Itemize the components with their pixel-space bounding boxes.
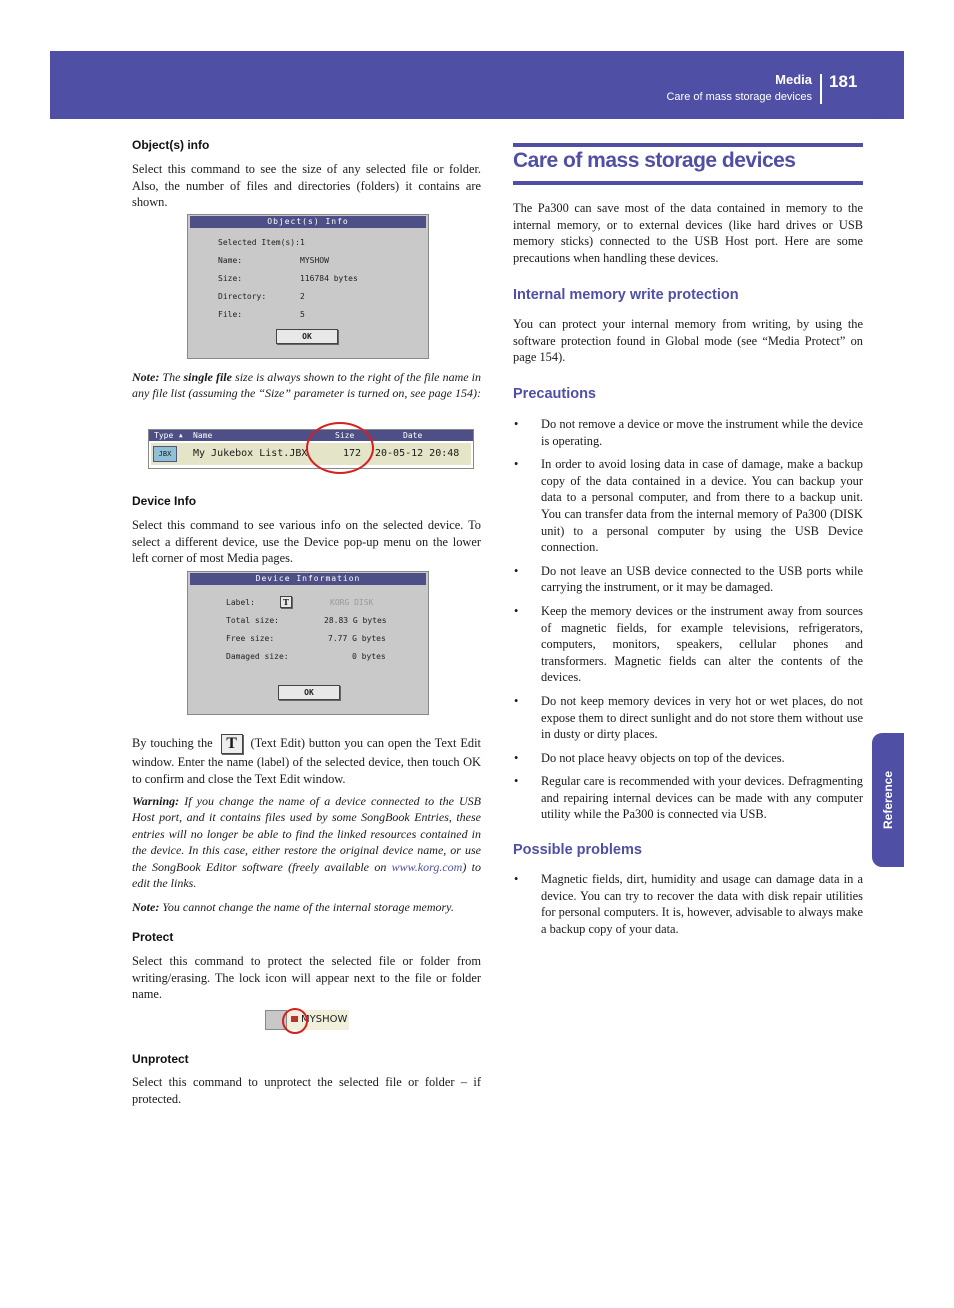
list-item: • Do not remove a device or move the instrument while the device is operating. xyxy=(513,416,863,449)
note-label: Note: xyxy=(132,900,160,914)
objinfo-value: 5 xyxy=(300,310,305,319)
warning xyxy=(132,793,481,891)
protected-item-name: MYSHOW xyxy=(301,1014,348,1025)
device-label-value: KORG DISK xyxy=(330,598,374,607)
objinfo-label: File: xyxy=(218,310,243,319)
note-text: size is always shown to the right of the file name in any file list (assuming the “Size” parameter is turned on, see page 154): xyxy=(132,370,482,401)
devinfo-value: 28.83 G bytes xyxy=(324,616,387,625)
protect-heading: Protect xyxy=(132,930,174,944)
problems-list xyxy=(513,871,863,944)
devinfo-label: Free size: xyxy=(226,634,275,643)
objinfo-screen xyxy=(187,214,429,359)
objinfo-label: Size: xyxy=(218,274,243,283)
header-subtitle: Care of mass storage devices xyxy=(666,91,812,103)
objinfo-value: 2 xyxy=(300,292,305,301)
touch-text: By touching the xyxy=(132,735,213,750)
header-section: Media xyxy=(775,72,812,87)
list-item: • In order to avoid losing data in case of damage, make a backup copy of the data contained in a device. You can backup your data to a personal computer, and from there to a backup unit. You can transfer data from the internal memory of Pa300 (DISK unit) to a personal computer by using the USB Device connection. xyxy=(513,456,863,556)
col-date[interactable]: Date xyxy=(403,431,423,440)
note-label: Note: xyxy=(132,370,160,384)
highlight-circle xyxy=(282,1008,308,1034)
objinfo-heading: Object(s) info xyxy=(132,138,210,152)
col-name[interactable]: Name xyxy=(193,431,213,440)
devinfo-label: Total size: xyxy=(226,616,279,625)
warning-label: Warning: xyxy=(132,794,180,808)
unprotect-text: Select this command to unprotect the selected file or folder – if protected. xyxy=(132,1075,481,1106)
list-item: • Do not keep memory devices in very hot or wet places, do not expose them to direct sunlight and do not store them without use in dusty or dirty places. xyxy=(513,693,863,743)
iwp-text: You can protect your internal memory from writing, by using the software protection found in Global mode (see “Media Protect” on page 154). xyxy=(513,317,863,365)
warning-end: ) to edit the links. xyxy=(132,859,481,891)
page-title: Care of mass storage devices xyxy=(513,149,796,172)
list-item: • Magnetic fields, dirt, humidity and usage can damage data in a device. You can try to recover the data with disk repair utilities for personal computers. It is, however, advisable to always make a backup copy of your data. xyxy=(513,871,863,937)
note-single-file xyxy=(132,369,481,402)
list-item: • Keep the memory devices or the instrument away from sources of magnetic fields, for example televisions, refrigerators, computers, monitors, speakers, cellular phones and transformers. Magnetic fields can alter the contents of the devices. xyxy=(513,603,863,686)
objinfo-label: Selected Item(s): xyxy=(218,238,300,247)
devinfo-text: Select this command to see various info on the selected device. To select a different device, use the Device pop-up menu on the lower left corner of most Media pages. xyxy=(132,518,481,566)
file-date: 20-05-12 20:48 xyxy=(375,448,460,459)
devinfo-screen-title: Device Information xyxy=(190,573,426,585)
page-number: 181 xyxy=(829,72,858,91)
side-tab-label: Reference xyxy=(881,770,895,830)
file-name: My Jukebox List.JBX xyxy=(193,448,308,459)
intro-text: The Pa300 can save most of the data contained in memory to the internal memory, or to external devices (like hard drives or USB memory sticks) connected to the USB Host port. Here are some precautions when handling these devices. xyxy=(513,201,863,265)
highlight-circle xyxy=(306,422,374,474)
title-rule-bottom xyxy=(513,181,863,185)
ok-button[interactable]: OK xyxy=(278,685,340,700)
touch-paragraph xyxy=(132,734,481,787)
objinfo-value: MYSHOW xyxy=(300,256,329,265)
col-type[interactable]: Type xyxy=(154,431,174,440)
devinfo-value: 0 bytes xyxy=(352,652,386,661)
korg-link[interactable]: www.korg.com xyxy=(391,859,463,874)
jbx-file-icon: JBX xyxy=(153,446,177,462)
iwp-heading: Internal memory write protection xyxy=(513,287,739,303)
header-divider xyxy=(820,74,822,104)
text-edit-button-icon: T xyxy=(221,734,243,754)
objinfo-label: Name: xyxy=(218,256,243,265)
devinfo-label: Damaged size: xyxy=(226,652,289,661)
side-tab xyxy=(872,733,904,867)
objinfo-text: Select this command to see the size of any selected file or folder. Also, the number of files and directories (folders) it contains are shown. xyxy=(132,162,481,210)
warning-text: If you change the name of a device connected to the USB Host port, and it contains files used by some SongBook Entries, these entries will no longer be able to find the linked resources contained in the device. In this case, either restore the original device name, or use the SongBook Editor software (freely available on xyxy=(132,794,481,874)
list-item: • Do not place heavy objects on top of the devices. xyxy=(513,750,863,767)
file-size: 172 xyxy=(343,448,362,459)
devinfo-value: 7.77 G bytes xyxy=(328,634,386,643)
text-edit-icon[interactable]: T xyxy=(280,596,292,608)
objinfo-label: Directory: xyxy=(218,292,267,301)
list-item: • Regular care is recommended with your devices. Defragmenting and repairing internal devices can be made with any computer utility while the Pa300 is connected via USB. xyxy=(513,773,863,823)
objinfo-value: 116784 bytes xyxy=(300,274,358,283)
devinfo-screen xyxy=(187,571,429,715)
unprotect-heading: Unprotect xyxy=(132,1052,189,1066)
devinfo-heading: Device Info xyxy=(132,494,197,508)
note-text: You cannot change the name of the internal storage memory. xyxy=(159,900,454,914)
col-size[interactable]: Size xyxy=(335,431,355,440)
title-rule-top xyxy=(513,143,863,147)
objinfo-screen-title: Object(s) Info xyxy=(190,216,426,228)
list-item: • Do not leave an USB device connected to the USB ports while carrying the instrument, or it may be damaged. xyxy=(513,563,863,596)
note-bold: single file xyxy=(183,370,232,384)
protect-text: Select this command to protect the selected file or folder from writing/erasing. The lock icon will appear next to the file or folder name. xyxy=(132,954,481,1002)
note-internal xyxy=(132,899,481,915)
problems-heading: Possible problems xyxy=(513,842,642,858)
precautions-list xyxy=(513,416,863,830)
touch-text: (Text Edit) button you can open the Text Edit window. Enter the name (label) of the selected device, then touch OK to confirm and close the Text Edit window. xyxy=(132,735,481,786)
precautions-heading: Precautions xyxy=(513,386,596,402)
objinfo-value: 1 xyxy=(300,238,305,247)
ok-button[interactable]: OK xyxy=(276,329,338,344)
sort-up-icon: ▲ xyxy=(179,432,183,439)
note-text: The xyxy=(159,370,184,384)
device-label-label: Label: xyxy=(226,598,255,607)
